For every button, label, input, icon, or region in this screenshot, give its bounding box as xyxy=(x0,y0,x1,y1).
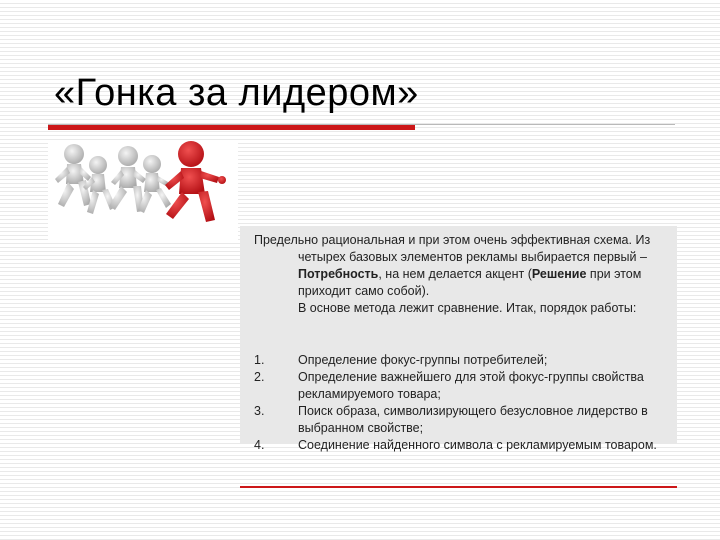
list-item xyxy=(254,369,664,403)
step-text: Определение важнейшего для этой фокус-группы свойства рекламируемого товара; xyxy=(298,370,644,401)
list-item xyxy=(254,352,664,369)
slide-title: «Гонка за лидером» xyxy=(54,72,419,114)
list-item xyxy=(254,437,664,454)
title-accent-bar xyxy=(48,125,415,130)
keyword-need: Потребность xyxy=(298,267,379,281)
running-figures-illustration xyxy=(48,140,238,242)
running-figures-icon xyxy=(48,140,238,242)
intro-method: В основе метода лежит сравнение. Итак, порядок работы: xyxy=(298,301,637,315)
list-item xyxy=(254,403,664,437)
step-text: Определение фокус-группы потребителей; xyxy=(298,353,548,367)
step-number: 2. xyxy=(254,370,265,384)
step-number: 4. xyxy=(254,438,265,452)
keyword-solution: Решение xyxy=(531,267,587,281)
steps-list xyxy=(254,352,664,454)
step-number: 3. xyxy=(254,404,265,418)
bottom-accent-rule xyxy=(240,486,677,488)
intro-text xyxy=(254,232,664,317)
step-number: 1. xyxy=(254,353,265,367)
step-text: Соединение найденного символа с рекламируемым товаром. xyxy=(298,438,657,452)
intro-paragraph: Предельно рациональная и при этом очень эффективная схема. Из четырех базовых элементов рекламы выбирается первый – Потребность, на нем делается акцент (Решение при этом приходит само собой). xyxy=(254,233,651,298)
step-text: Поиск образа, символизирующего безусловное лидерство в выбранном свойстве; xyxy=(298,404,648,435)
